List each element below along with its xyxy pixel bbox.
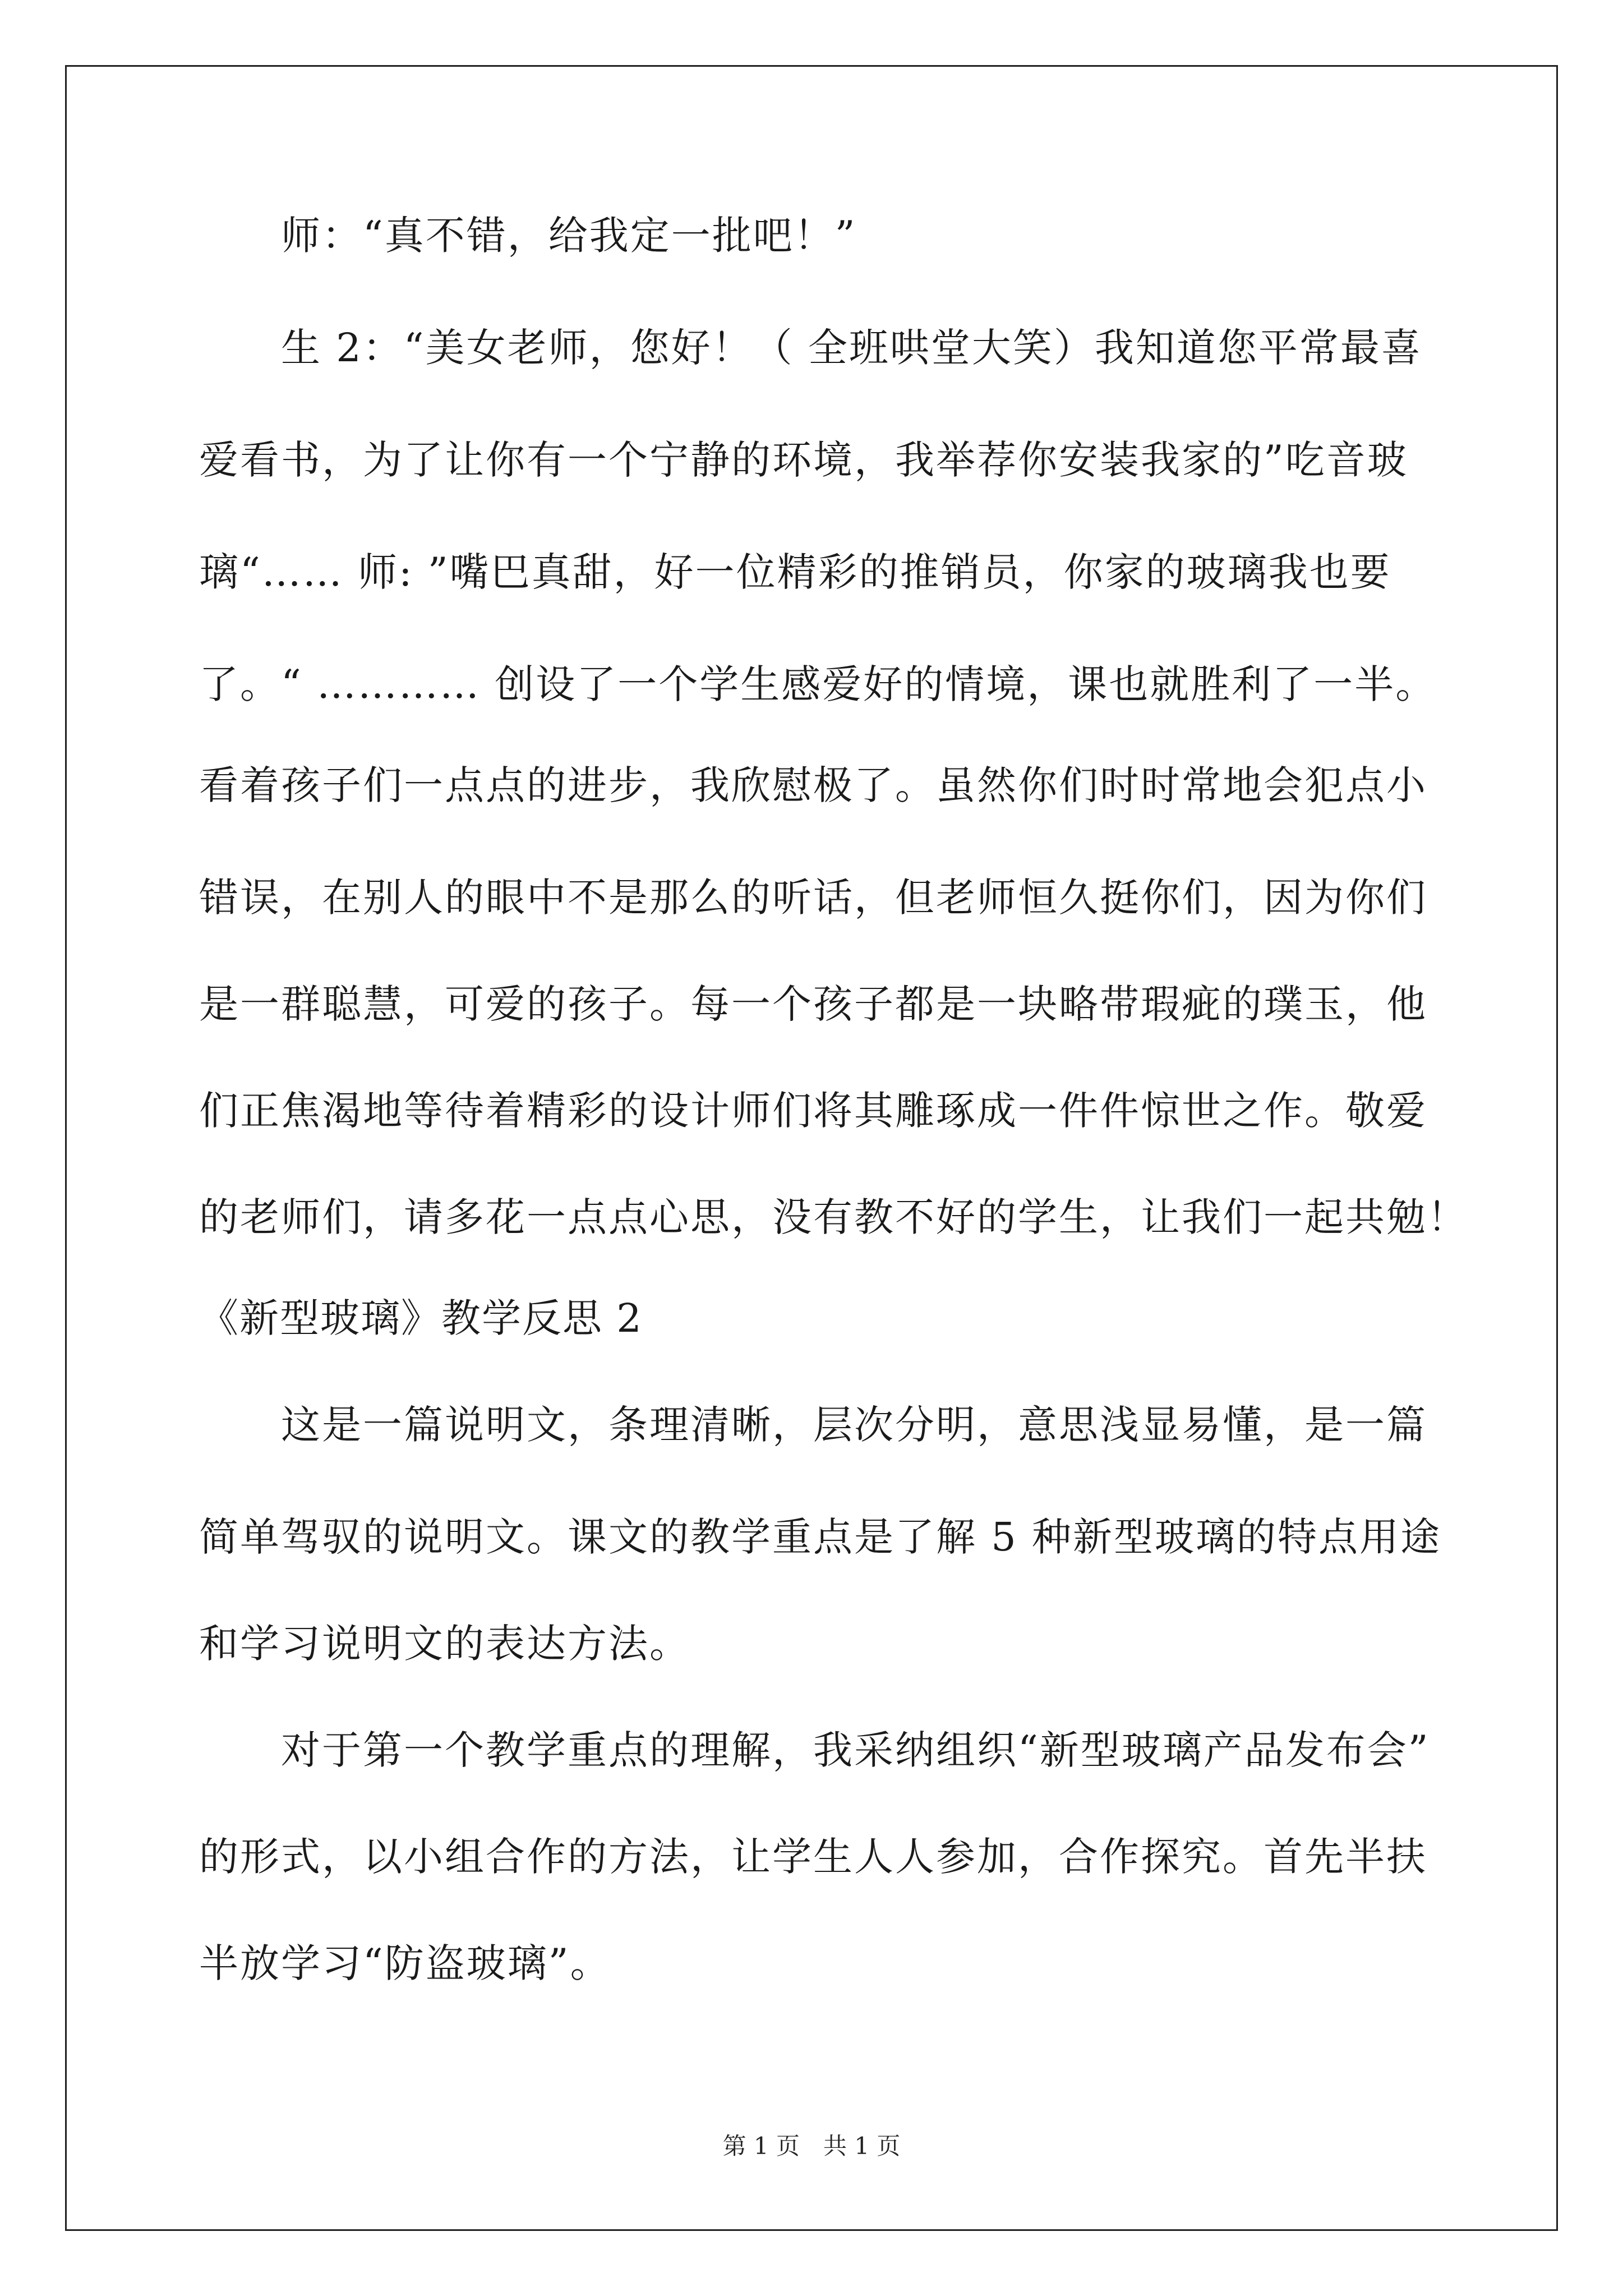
body-line: 错误，在别人的眼中不是那么的听话，但老师恒久挺你们，因为你们 xyxy=(199,875,1427,921)
body-line: 的形式，以小组合作的方法，让学生人人参加，合作探究。首先半扶 xyxy=(199,1834,1427,1880)
body-line: 璃“…… 师: ”嘴巴真甜，好一位精彩的推销员，你家的玻璃我也要 xyxy=(199,549,1391,595)
body-line: 了。“ ………… 创设了一个学生感爱好的情境，课也就胜利了一半。 xyxy=(199,661,1437,707)
body-line: 简单驾驭的说明文。课文的教学重点是了解 5 种新型玻璃的特点用途 xyxy=(199,1514,1442,1560)
body-line: 对于第一个教学重点的理解，我采纳组织“新型玻璃产品发布会” xyxy=(281,1727,1430,1773)
section-heading: 《新型玻璃》教学反思 2 xyxy=(199,1295,643,1341)
body-line: 生 2：“美女老师，您好！（ 全班哄堂大笑）我知道您平常最喜 xyxy=(281,325,1422,371)
body-line: 师：“真不错，给我定一批吧！” xyxy=(281,213,857,259)
page-number-footer: 第 1 页 共 1 页 xyxy=(722,2132,901,2160)
body-line: 半放学习“防盗玻璃”。 xyxy=(199,1940,611,1986)
body-line: 看着孩子们一点点的进步，我欣慰极了。虽然你们时时常地会犯点小 xyxy=(199,762,1427,808)
body-line: 爱看书，为了让你有一个宁静的环境，我举荐你安装我家的”吃音玻 xyxy=(199,437,1408,483)
body-line: 这是一篇说明文，条理清晰，层次分明，意思浅显易懂，是一篇 xyxy=(281,1402,1427,1448)
page-border xyxy=(65,65,1558,2231)
body-line: 的老师们，请多花一点点心思，没有教不好的学生，让我们一起共勉！ xyxy=(199,1194,1468,1240)
body-line: 是一群聪慧，可爱的孩子。每一个孩子都是一块略带瑕疵的璞玉，他 xyxy=(199,981,1427,1027)
body-line: 们正焦渴地等待着精彩的设计师们将其雕琢成一件件惊世之作。敬爱 xyxy=(199,1088,1427,1134)
body-line: 和学习说明文的表达方法。 xyxy=(199,1621,690,1667)
